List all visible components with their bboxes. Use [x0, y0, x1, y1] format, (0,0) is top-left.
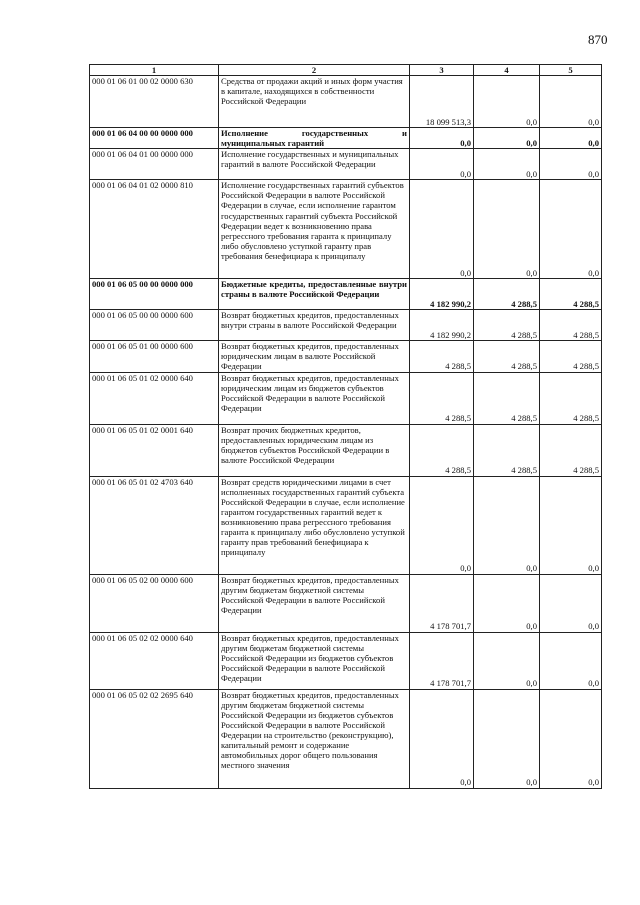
column4-value: 4 288,5	[474, 310, 540, 341]
code-cell: 000 01 06 05 01 00 0000 600	[90, 341, 219, 372]
column4-value: 0,0	[474, 76, 540, 128]
code-cell: 000 01 06 05 00 00 0000 600	[90, 310, 219, 341]
name-cell: Возврат прочих бюджетных кредитов, предоставленных юридическим лицам из бюджетов субъектов Российской Федерации в валюте Российской Федерации	[219, 424, 410, 476]
table-row	[90, 149, 602, 180]
code-cell: 000 01 06 05 00 00 0000 000	[90, 279, 219, 310]
table-header-row	[90, 65, 602, 76]
name-cell: Возврат бюджетных кредитов, предоставленных юридическим лицам в валюте Российской Федерации	[219, 341, 410, 372]
column5-value: 0,0	[540, 180, 602, 279]
column5-value: 4 288,5	[540, 310, 602, 341]
column4-value: 0,0	[474, 574, 540, 632]
code-cell: 000 01 06 04 00 00 0000 000	[90, 128, 219, 149]
column5-value: 4 288,5	[540, 424, 602, 476]
column3-value: 0,0	[410, 149, 474, 180]
column5-value: 4 288,5	[540, 372, 602, 424]
column-header: 2	[219, 65, 410, 76]
code-cell: 000 01 06 04 01 02 0000 810	[90, 180, 219, 279]
column4-value: 0,0	[474, 149, 540, 180]
column4-value: 0,0	[474, 632, 540, 689]
code-cell: 000 01 06 05 02 02 0000 640	[90, 632, 219, 689]
name-cell: Бюджетные кредиты, предоставленные внутри страны в валюте Российской Федерации	[219, 279, 410, 310]
column5-value: 0,0	[540, 149, 602, 180]
column3-value: 0,0	[410, 128, 474, 149]
name-cell: Возврат бюджетных кредитов, предоставленных внутри страны в валюте Российской Федерации	[219, 310, 410, 341]
code-cell: 000 01 06 01 00 02 0000 630	[90, 76, 219, 128]
column3-value: 18 099 513,3	[410, 76, 474, 128]
name-cell: Исполнение государственных и муниципальных гарантий в валюте Российской Федерации	[219, 149, 410, 180]
table-row	[90, 76, 602, 128]
code-cell: 000 01 06 05 01 02 0000 640	[90, 372, 219, 424]
column3-value: 4 182 990,2	[410, 279, 474, 310]
table-row	[90, 128, 602, 149]
table-row	[90, 341, 602, 372]
column3-value: 4 178 701,7	[410, 574, 474, 632]
table-row	[90, 372, 602, 424]
code-cell: 000 01 06 05 02 00 0000 600	[90, 574, 219, 632]
table-row	[90, 632, 602, 689]
column5-value: 4 288,5	[540, 341, 602, 372]
name-cell: Исполнение государственных и муниципальных гарантий	[219, 128, 410, 149]
page-number: 870	[588, 32, 608, 47]
name-cell: Средства от продажи акций и иных форм участия в капитале, находящихся в собственности Российской Федерации	[219, 76, 410, 128]
column-header: 4	[474, 65, 540, 76]
column5-value: 4 288,5	[540, 279, 602, 310]
table-row	[90, 424, 602, 476]
column4-value: 0,0	[474, 476, 540, 574]
name-cell: Возврат средств юридическими лицами в счет исполненных государственных гарантий субъекта Российской Федерации в случае, если исполнение гарантом государственных гарантий ведет к возникновению права регрессного требования гаранта к принципалу либо обусловлено уступкой гаранту прав требований бенефициара к принципалу	[219, 476, 410, 574]
code-cell: 000 01 06 05 01 02 4703 640	[90, 476, 219, 574]
column3-value: 4 288,5	[410, 372, 474, 424]
column4-value: 0,0	[474, 689, 540, 788]
column3-value: 0,0	[410, 689, 474, 788]
column4-value: 0,0	[474, 128, 540, 149]
column5-value: 0,0	[540, 476, 602, 574]
name-cell: Возврат бюджетных кредитов, предоставленных другим бюджетам бюджетной системы Российской Федерации из бюджетов субъектов Российской Федерации в валюте Российской Федерации на строительство (реконструкцию), капитальный ремонт и содержание автомобильных дорог общего пользования местного значения	[219, 689, 410, 788]
column-header: 5	[540, 65, 602, 76]
column3-value: 0,0	[410, 476, 474, 574]
column3-value: 4 182 990,2	[410, 310, 474, 341]
table-row	[90, 180, 602, 279]
column-header: 1	[90, 65, 219, 76]
code-cell: 000 01 06 04 01 00 0000 000	[90, 149, 219, 180]
column5-value: 0,0	[540, 574, 602, 632]
code-cell: 000 01 06 05 02 02 2695 640	[90, 689, 219, 788]
column4-value: 4 288,5	[474, 424, 540, 476]
table-row	[90, 689, 602, 788]
table-row	[90, 574, 602, 632]
table-row	[90, 310, 602, 341]
budget-sources-table	[89, 64, 602, 789]
column-header: 3	[410, 65, 474, 76]
column5-value: 0,0	[540, 76, 602, 128]
name-cell: Возврат бюджетных кредитов, предоставленных другим бюджетам бюджетной системы Российской Федерации из бюджетов субъектов Российской Федерации в валюте Российской Федерации	[219, 632, 410, 689]
column5-value: 0,0	[540, 128, 602, 149]
column4-value: 0,0	[474, 180, 540, 279]
column4-value: 4 288,5	[474, 279, 540, 310]
column3-value: 0,0	[410, 180, 474, 279]
column5-value: 0,0	[540, 689, 602, 788]
column4-value: 4 288,5	[474, 341, 540, 372]
column4-value: 4 288,5	[474, 372, 540, 424]
name-cell: Исполнение государственных гарантий субъектов Российской Федерации в валюте Российской Федерации в случае, если исполнение гарантом государственных гарантий субъекта Российской Федерации ведет к возникновению права регрессного требования гаранта к принципалу либо обусловлено уступкой гаранту прав требования бенефициара к принципалу	[219, 180, 410, 279]
table-row	[90, 279, 602, 310]
table-row	[90, 476, 602, 574]
column3-value: 4 288,5	[410, 424, 474, 476]
column3-value: 4 178 701,7	[410, 632, 474, 689]
column5-value: 0,0	[540, 632, 602, 689]
code-cell: 000 01 06 05 01 02 0001 640	[90, 424, 219, 476]
name-cell: Возврат бюджетных кредитов, предоставленных юридическим лицам из бюджетов субъектов Российской Федерации в валюте Российской Федерации	[219, 372, 410, 424]
column3-value: 4 288,5	[410, 341, 474, 372]
name-cell: Возврат бюджетных кредитов, предоставленных другим бюджетам бюджетной системы Российской Федерации в валюте Российской Федерации	[219, 574, 410, 632]
table-body	[90, 65, 602, 789]
